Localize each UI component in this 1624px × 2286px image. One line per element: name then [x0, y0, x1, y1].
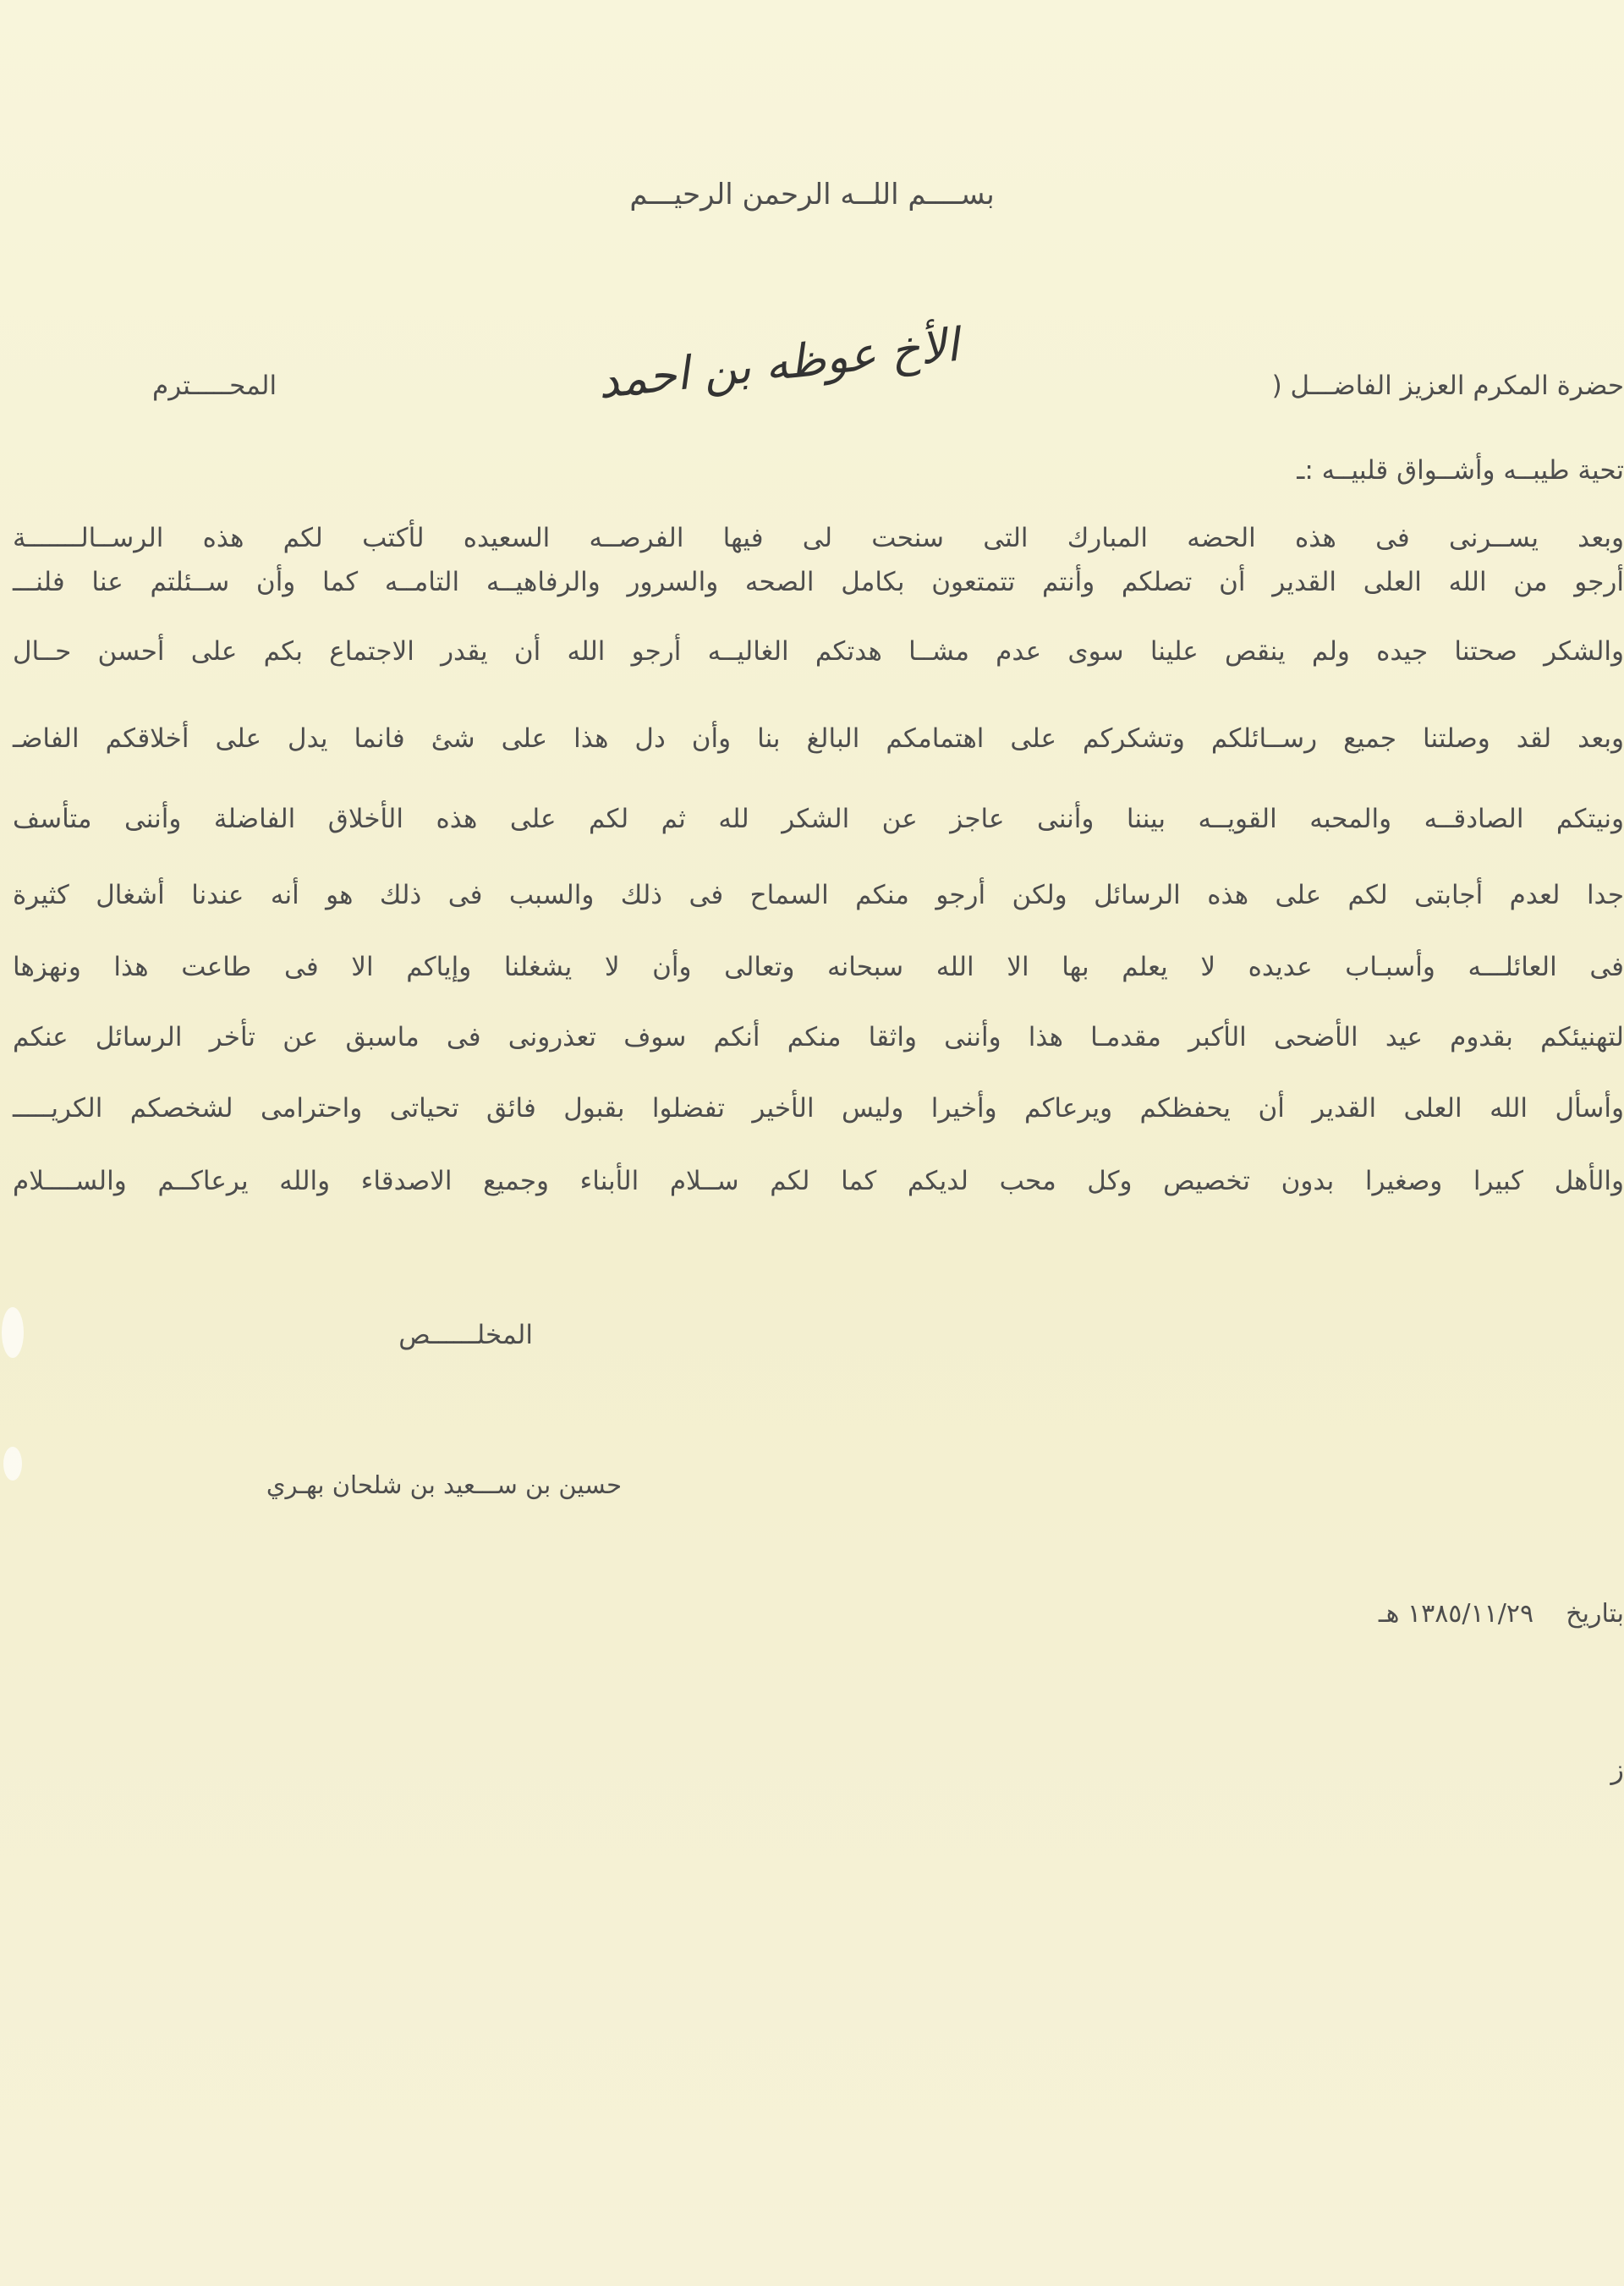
- address-line: [152, 371, 1624, 401]
- body-line: وبعد يســرنى فى هذه الحضه المبارك التى سنحت لى فيها الفرصــه السعيده لأكتب لكم هذه الرســالـــــــة: [13, 523, 1624, 553]
- body-line: وأسأل الله العلى القدير أن يحفظكم ويرعاكم وأخيرا وليس الأخير تفضلوا بقبول فائق تحياتى واحترامى لشخصكم الكريـــــ: [13, 1093, 1624, 1124]
- body-line: ونيتكم الصادقــه والمحبه القويــه بيننا وأننى عاجز عن الشكر لله ثم لكم على هذه الأخلاق الفاضلة وأننى متأسف: [13, 804, 1624, 834]
- date-value: ١٣٨٥/١١/٢٩ هـ: [1378, 1599, 1534, 1629]
- body-line: فى العائلـــه وأسبـاب عديده لا يعلم بها الا الله سبحانه وتعالى وأن لا يشغلنا وإياكم الا فى طاعت هذا ونهزها: [13, 952, 1624, 982]
- basmala: بســــم اللــه الرحمن الرحيـــم: [629, 178, 995, 212]
- greeting: تحية طيبــه وأشــواق قلبيــه :ـ: [1297, 455, 1624, 486]
- date-label: بتاريخ: [1566, 1599, 1624, 1629]
- body-line: والأهل كبيرا وصغيرا بدون تخصيص وكل محب لديكم كما لكم ســلام الأبناء وجميع الاصدقاء والله يرعاكــم والســــلام: [13, 1166, 1624, 1196]
- paper-hole: [3, 1447, 22, 1481]
- bottom-mark: ز: [1610, 1753, 1624, 1785]
- paper-hole: [2, 1307, 24, 1358]
- address-salutation: حضرة المكرم العزيز الفاضـــل (: [1271, 371, 1624, 401]
- closing: المخلــــــص: [398, 1320, 533, 1350]
- date-line: [1379, 1599, 1624, 1629]
- body-line: لتهنيئكم بقدوم عيد الأضحى الأكبر مقدمـا هذا وأننى واثقا منكم أنكم سوف تعذرونى فى ماسبق عن تأخر الرسائل عنكم: [13, 1022, 1624, 1052]
- body-line: جدا لعدم أجابتى لكم على هذه الرسائل ولكن أرجو منكم السماح فى ذلك والسبب فى ذلك هو أنه عندنا أشغال كثيرة: [13, 880, 1624, 910]
- body-line: أرجو من الله العلى القدير أن تصلكم وأنتم تتمتعون بكامل الصحه والسرور والرفاهيــه التامــه كما وأن ســئلتم عنا فلنـــ: [13, 567, 1624, 597]
- body-line: والشكر صحتنا جيده ولم ينقص علينا سوى عدم مشــا هدتكم الغاليــه أرجو الله أن يقدر الاجتماع بكم على أحسن حــال: [13, 636, 1624, 667]
- handwritten-recipient-name: الأخ عوظه بن احمد: [595, 317, 962, 409]
- signature: حسين بن ســـعيد بن شلحان بهـري: [266, 1470, 622, 1499]
- body-line: وبعد لقد وصلتنا جميع رســائلكم وتشكركم على اهتمامكم البالغ بنا وأن دل هذا على شئ فانما يدل على أخلاقكم الفاضـ: [13, 723, 1624, 754]
- address-honorific: المحـــــترم: [152, 371, 277, 401]
